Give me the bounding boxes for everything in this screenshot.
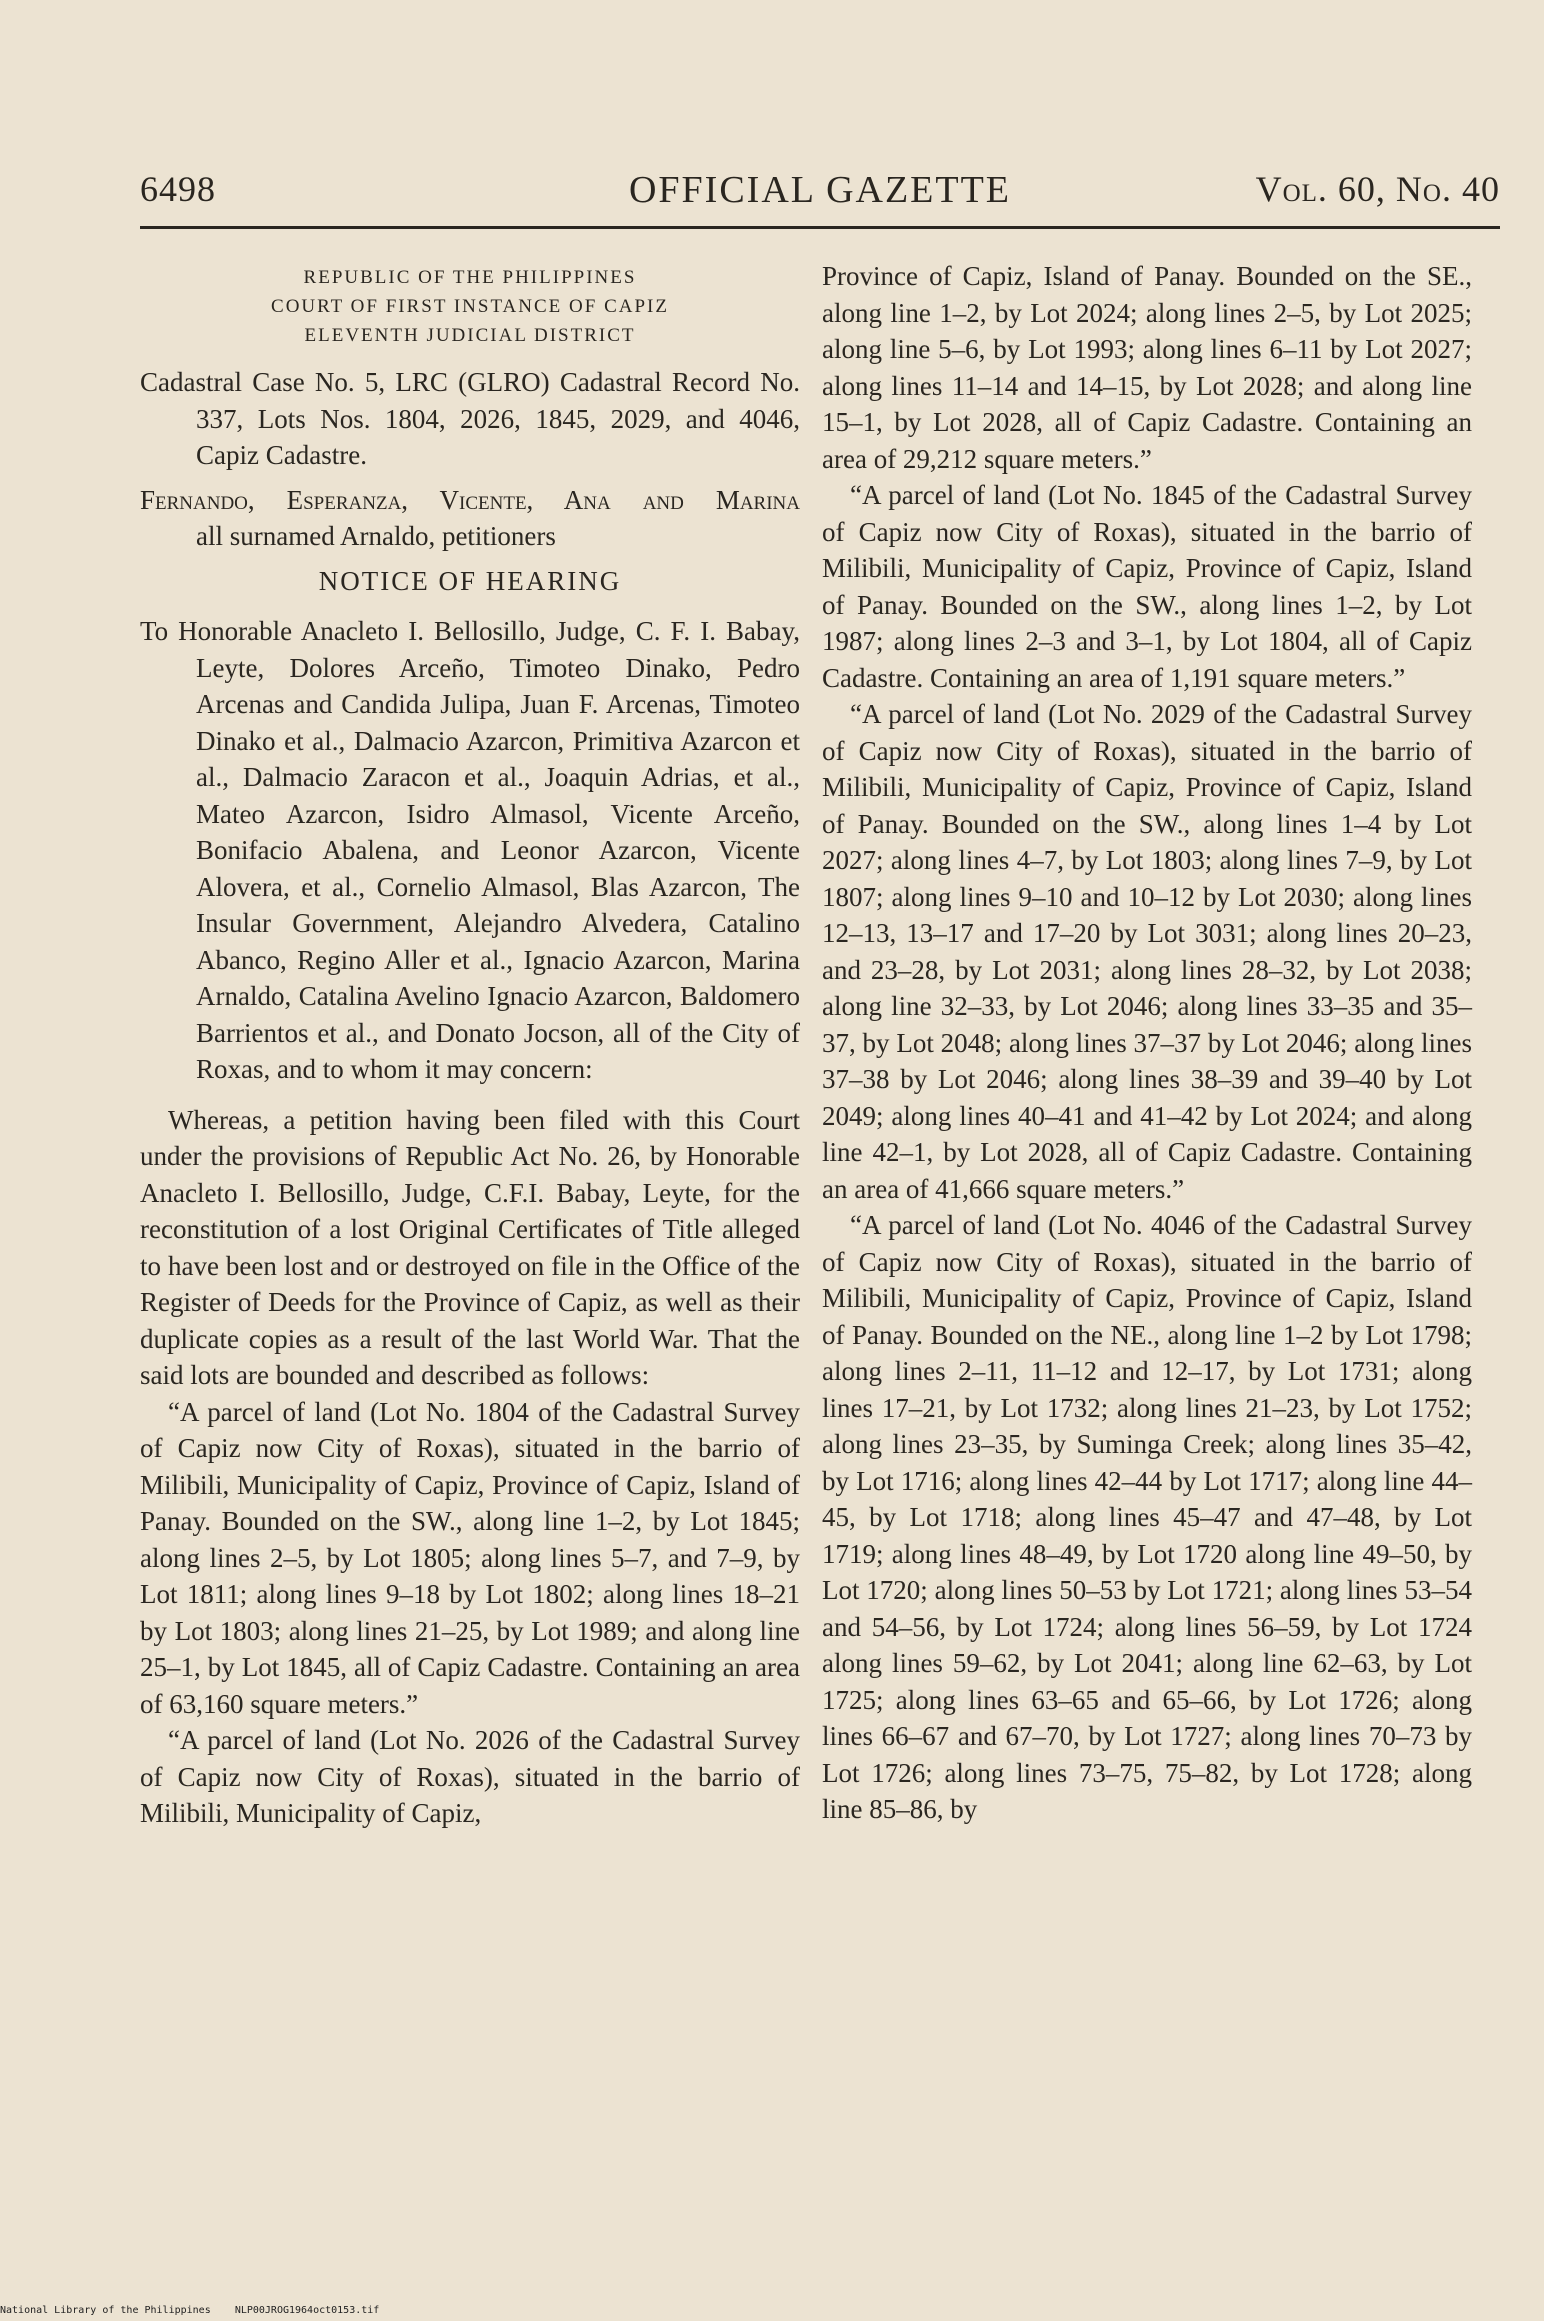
left-column <box>140 258 800 1832</box>
addressees: To Honorable Anacleto I. Bellosillo, Judge, C. F. I. Babay, Leyte, Dolores Arceño, Timoteo Dinako, Pedro Arcenas and Candida Julipa, Juan F. Arcenas, Timoteo Dinako et al., Dalmacio Azarcon, Primitiva Azarcon et al., Dalmacio Zaracon et al., Joaquin Adrias, et al., Mateo Azarcon, Isidro Almasol, Vicente Arceño, Bonifacio Abalena, and Leonor Azarcon, Vicente Alovera, et al., Cornelio Almasol, Blas Azarcon, The Insular Government, Alejandro Alvedera, Catalino Abanco, Regino Aller et al., Ignacio Azarcon, Marina Arnaldo, Catalina Avelino Ignacio Azarcon, Baldomero Barrientos et al., and Donato Jocson, all of the City of Roxas, and to whom it may concern: <box>140 616 800 1084</box>
petitioner-role: all surnamed Arnaldo, petitioners <box>196 521 556 551</box>
publication-title: OFFICIAL GAZETTE <box>628 169 1012 211</box>
volume-number: Vol. 60, No. 40 <box>1255 169 1500 209</box>
lot-2026-description-start: “A parcel of land (Lot No. 2026 of the Cadastral Survey of Capiz now City of Roxas), situated in the barrio of Milibili, Municipality of Capiz, <box>140 1725 800 1828</box>
lot-2029-description: “A parcel of land (Lot No. 2029 of the Cadastral Survey of Capiz now City of Roxas), situated in the barrio of Milibili, Municipality of Capiz, Province of Capiz, Island of Panay. Bounded on the SW., along lines 1–4 by Lot 2027; along lines 4–7, by Lot 1803; along lines 7–9, by Lot 1807; along lines 9–10 and 10–12 by Lot 2030; along lines 12–13, 13–17 and 17–20 by Lot 3031; along lines 20–23, and 23–28, by Lot 2031; along lines 28–32, by Lot 2038; along line 32–33, by Lot 2046; along lines 33–35 and 35–37, by Lot 2048; along lines 37–37 by Lot 2046; along lines 37–38 by Lot 2046; along lines 38–39 and 39–40 by Lot 2049; along lines 40–41 and 41–42 by Lot 2024; and along line 42–1, by Lot 2028, all of Capiz Cadastre. Containing an area of 41,666 square meters.” <box>822 699 1472 1204</box>
whereas-paragraph: Whereas, a petition having been filed with this Court under the provisions of Republic Act No. 26, by Honorable Anacleto I. Bellosillo, Judge, C.F.I. Babay, Leyte, for the reconstitution of a lost Original Certificates of Title alleged to have been lost and or destroyed on file in the Office of the Register of Deeds for the Province of Capiz, as well as their duplicate copies as a result of the last World War. That the said lots are bounded and described as follows: <box>140 1104 800 1390</box>
court-caption-court: COURT OF FIRST INSTANCE OF CAPIZ <box>271 296 669 317</box>
running-head <box>140 168 1500 218</box>
lot-2026-description-end: Province of Capiz, Island of Panay. Bounded on the SE., along line 1–2, by Lot 2024; along lines 2–5, by Lot 2025; along line 5–6, by Lot 1993; along lines 6–11 by Lot 2027; along lines 11–14 and 14–15, by Lot 2028; and along line 15–1, by Lot 2028, all of Capiz Cadastre. Containing an area of 29,212 square meters.” <box>822 261 1472 474</box>
lot-1845-description: “A parcel of land (Lot No. 1845 of the Cadastral Survey of Capiz now City of Roxas), situated in the barrio of Milibili, Municipality of Capiz, Province of Capiz, Island of Panay. Bounded on the SW., along lines 1–2, by Lot 1987; along lines 2–3 and 3–1, by Lot 1804, all of Capiz Cadastre. Containing an area of 1,191 square meters.” <box>822 480 1472 693</box>
lot-1804-description: “A parcel of land (Lot No. 1804 of the Cadastral Survey of Capiz now City of Roxas), situated in the barrio of Milibili, Municipality of Capiz, Province of Capiz, Island of Panay. Bounded on the SW., along line 1–2, by Lot 1845; along lines 2–5, by Lot 1805; along lines 5–7, and 7–9, by Lot 1811; along lines 9–18 by Lot 1802; along lines 18–21 by Lot 1803; along lines 21–25, by Lot 1989; and along line 25–1, by Lot 1845, all of Capiz Cadastre. Containing an area of 63,160 square meters.” <box>140 1396 800 1719</box>
footer-file: NLP00JROG1964oct0153.tif <box>234 2305 380 2316</box>
notice-title: NOTICE OF HEARING <box>318 565 622 596</box>
scan-footer <box>0 2305 600 2316</box>
page-number: 6498 <box>140 169 216 209</box>
lot-4046-description: “A parcel of land (Lot No. 4046 of the Cadastral Survey of Capiz now City of Roxas), situated in the barrio of Milibili, Municipality of Capiz, Province of Capiz, Island of Panay. Bounded on the NE., along line 1–2 by Lot 1798; along lines 2–11, 11–12 and 12–17, by Lot 1731; along lines 17–21, by Lot 1732; along lines 21–23, by Lot 1752; along lines 23–35, by Suminga Creek; along lines 35–42, by Lot 1716; along lines 42–44 by Lot 1717; along line 44–45, by Lot 1718; along lines 45–47 and 47–48, by Lot 1719; along lines 48–49, by Lot 1720 along line 49–50, by Lot 1720; along lines 50–53 by Lot 1721; along lines 53–54 and 54–56, by Lot 1724; along lines 56–59, by Lot 1724 along lines 59–62, by Lot 2041; along line 62–63, by Lot 1725; along lines 63–65 and 65–66, by Lot 1726; along lines 66–67 and 67–70, by Lot 1727; along lines 70–73 by Lot 1726; along lines 73–75, 75–82, by Lot 1728; along line 85–86, by <box>822 1210 1472 1824</box>
case-info: Cadastral Case No. 5, LRC (GLRO) Cadastral Record No. 337, Lots Nos. 1804, 2026, 1845, 2029, and 4046, Capiz Cadastre. <box>140 367 800 470</box>
petitioner-names: Fernando, Esperanza, Vicente, Ana and Marina <box>140 484 800 515</box>
court-caption-republic: REPUBLIC OF THE PHILIPPINES <box>303 267 637 288</box>
footer-library: National Library of the Philippines <box>0 2305 211 2316</box>
right-column <box>822 258 1472 1828</box>
header-rule <box>140 226 1500 229</box>
petitioners <box>140 482 800 555</box>
court-caption-district: ELEVENTH JUDICIAL DISTRICT <box>304 325 636 346</box>
